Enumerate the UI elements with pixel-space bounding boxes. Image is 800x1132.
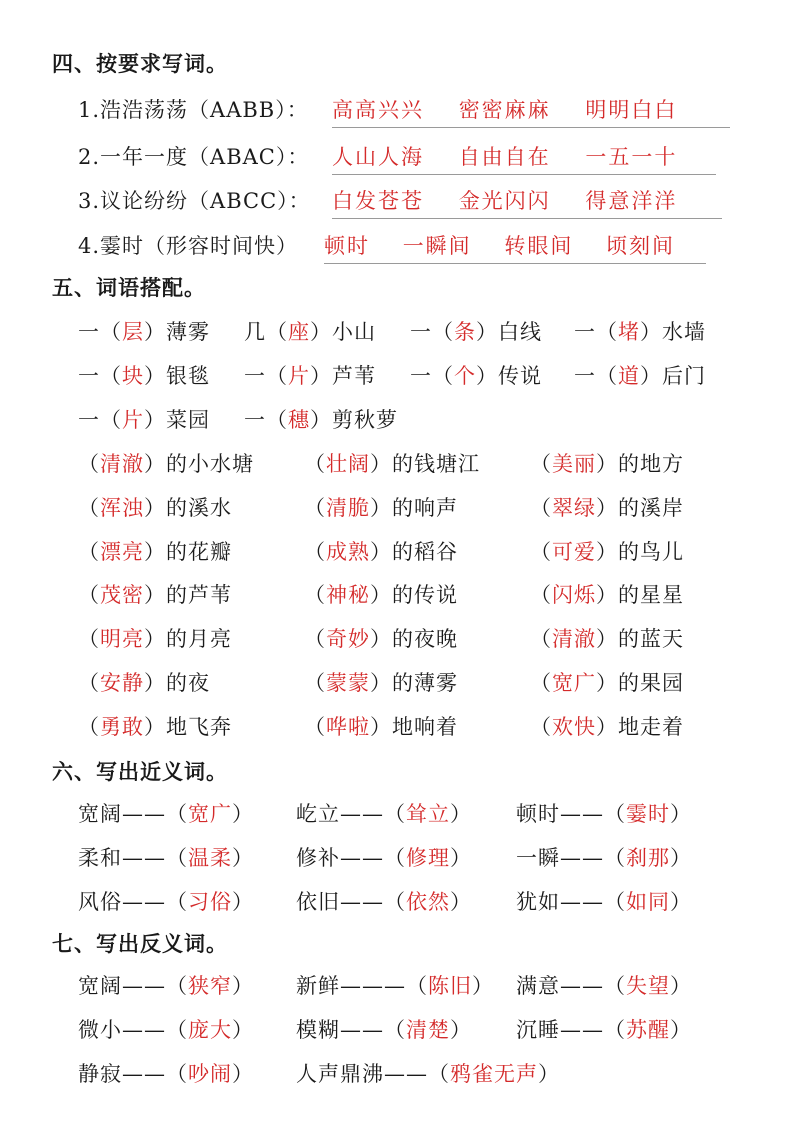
phrase-answer: 奇妙 bbox=[326, 627, 370, 652]
antonym-answer: 苏醒 bbox=[626, 1018, 670, 1042]
antonym-item bbox=[516, 970, 692, 1000]
synonym-item bbox=[296, 842, 472, 872]
open-paren: （ bbox=[530, 583, 552, 608]
section-5-title: 五、词语搭配。 bbox=[52, 275, 206, 300]
measure-item bbox=[244, 316, 376, 346]
phrase-suffix: ）地走着 bbox=[596, 714, 684, 739]
open-paren: （ bbox=[304, 452, 326, 476]
phrase-suffix: ）的小水塘 bbox=[144, 452, 254, 476]
antonym-item bbox=[296, 970, 494, 1000]
s4-item-1-answers bbox=[332, 94, 730, 128]
measure-answer: 片 bbox=[288, 364, 310, 388]
open-paren: （ bbox=[78, 495, 100, 520]
close-paren: ） bbox=[670, 1018, 692, 1042]
section-4-title: 四、按要求写词。 bbox=[52, 51, 228, 76]
phrase-item bbox=[304, 623, 458, 653]
section-7-title: 七、写出反义词。 bbox=[52, 931, 228, 956]
measure-prefix: 一（ bbox=[410, 320, 454, 344]
measure-prefix: 一（ bbox=[78, 408, 122, 432]
synonym-item bbox=[516, 842, 692, 872]
measure-suffix: ）后门 bbox=[640, 364, 706, 388]
measure-answer: 道 bbox=[618, 364, 640, 388]
phrase-suffix: ）的响声 bbox=[370, 495, 458, 520]
open-paren: （ bbox=[530, 714, 552, 739]
open-paren: （ bbox=[304, 627, 326, 652]
antonym-word: 静寂——（ bbox=[78, 1062, 188, 1086]
phrase-answer: 蒙蒙 bbox=[326, 671, 370, 695]
antonym-answer: 清楚 bbox=[406, 1018, 450, 1042]
phrase-answer: 美丽 bbox=[552, 452, 596, 476]
close-paren: ） bbox=[450, 890, 472, 914]
phrase-item bbox=[78, 623, 232, 653]
synonym-answer: 依然 bbox=[406, 890, 450, 914]
open-paren: （ bbox=[78, 539, 100, 564]
synonym-answer: 耸立 bbox=[406, 802, 450, 826]
synonym-word: 修补——（ bbox=[296, 846, 406, 870]
phrase-item bbox=[304, 536, 458, 566]
open-paren: （ bbox=[78, 714, 100, 739]
synonym-word: 屹立——（ bbox=[296, 802, 406, 826]
phrase-item bbox=[78, 536, 232, 566]
phrase-answer: 清脆 bbox=[326, 495, 370, 520]
phrase-item bbox=[530, 579, 684, 609]
s4-item-1-answer: 明明白白 bbox=[585, 98, 678, 122]
measure-item bbox=[78, 316, 210, 346]
synonym-item bbox=[78, 842, 254, 872]
synonym-item bbox=[296, 798, 472, 828]
phrase-suffix: ）的蓝天 bbox=[596, 627, 684, 652]
phrase-suffix: ）的薄雾 bbox=[370, 671, 458, 695]
open-paren: （ bbox=[78, 583, 100, 608]
antonym-item bbox=[516, 1014, 692, 1044]
s4-item-4-answers bbox=[324, 230, 706, 264]
phrase-item bbox=[304, 579, 458, 609]
synonym-word: 依旧——（ bbox=[296, 890, 406, 914]
measure-prefix: 一（ bbox=[78, 364, 122, 388]
open-paren: （ bbox=[530, 495, 552, 520]
phrase-answer: 闪烁 bbox=[552, 583, 596, 608]
open-paren: （ bbox=[304, 539, 326, 564]
phrase-suffix: ）的溪岸 bbox=[596, 495, 684, 520]
measure-item bbox=[244, 404, 398, 434]
antonym-item bbox=[78, 1058, 254, 1088]
phrase-answer: 茂密 bbox=[100, 583, 144, 608]
phrase-suffix: ）地响着 bbox=[370, 714, 458, 739]
measure-suffix: ）剪秋萝 bbox=[310, 408, 398, 432]
phrase-item bbox=[78, 492, 232, 522]
antonym-answer: 失望 bbox=[626, 974, 670, 998]
antonym-word: 沉睡——（ bbox=[516, 1018, 626, 1042]
close-paren: ） bbox=[670, 846, 692, 870]
synonym-word: 风俗——（ bbox=[78, 890, 188, 914]
antonym-word: 新鲜———（ bbox=[296, 974, 428, 998]
phrase-answer: 漂亮 bbox=[100, 539, 144, 564]
antonym-answer: 陈旧 bbox=[428, 974, 472, 998]
antonym-word: 满意——（ bbox=[516, 974, 626, 998]
measure-suffix: ）银毯 bbox=[144, 364, 210, 388]
phrase-suffix: ）的地方 bbox=[596, 452, 684, 476]
s4-item-1-prompt: 1.浩浩荡荡（AABB）： bbox=[78, 98, 309, 122]
s4-item-2-answer: 人山人海 bbox=[332, 145, 424, 169]
synonym-item bbox=[516, 798, 692, 828]
antonym-item bbox=[78, 1014, 254, 1044]
antonym-item bbox=[78, 970, 254, 1000]
close-paren: ） bbox=[450, 1018, 472, 1042]
measure-prefix: 一（ bbox=[244, 364, 288, 388]
phrase-item bbox=[304, 667, 458, 697]
phrase-answer: 成熟 bbox=[326, 539, 370, 564]
phrase-answer: 哗啦 bbox=[326, 714, 370, 739]
synonym-answer: 宽广 bbox=[188, 802, 232, 826]
measure-prefix: 一（ bbox=[574, 364, 618, 388]
s4-item-4-prompt: 4.霎时（形容时间快） bbox=[78, 234, 299, 258]
phrase-item bbox=[530, 448, 684, 478]
phrase-item bbox=[304, 448, 480, 478]
measure-suffix: ）传说 bbox=[476, 364, 542, 388]
phrase-answer: 欢快 bbox=[552, 714, 596, 739]
measure-prefix: 一（ bbox=[410, 364, 454, 388]
phrase-item bbox=[304, 711, 458, 741]
s4-item-4-answer: 顷刻间 bbox=[606, 234, 676, 258]
close-paren: ） bbox=[670, 802, 692, 826]
open-paren: （ bbox=[304, 495, 326, 520]
synonym-word: 柔和——（ bbox=[78, 846, 188, 870]
synonym-answer: 霎时 bbox=[626, 802, 670, 826]
phrase-suffix: ）的夜晚 bbox=[370, 627, 458, 652]
s4-item-1-answer: 高高兴兴 bbox=[332, 98, 424, 122]
measure-answer: 层 bbox=[122, 320, 144, 344]
phrase-answer: 翠绿 bbox=[552, 495, 596, 520]
measure-item bbox=[574, 316, 706, 346]
phrase-answer: 安静 bbox=[100, 671, 144, 695]
section-6-title: 六、写出近义词。 bbox=[52, 759, 228, 784]
antonym-item bbox=[296, 1014, 472, 1044]
measure-answer: 条 bbox=[454, 320, 476, 344]
phrase-suffix: ）地飞奔 bbox=[144, 714, 232, 739]
measure-answer: 座 bbox=[288, 320, 310, 344]
close-paren: ） bbox=[450, 846, 472, 870]
s4-item-2-answer: 自由自在 bbox=[458, 145, 551, 169]
synonym-word: 一瞬——（ bbox=[516, 846, 626, 870]
phrase-item bbox=[78, 711, 232, 741]
open-paren: （ bbox=[78, 627, 100, 652]
measure-suffix: ）薄雾 bbox=[144, 320, 210, 344]
synonym-answer: 刹那 bbox=[626, 846, 670, 870]
s4-item-1-answer: 密密麻麻 bbox=[458, 98, 551, 122]
open-paren: （ bbox=[530, 671, 552, 695]
measure-answer: 片 bbox=[122, 408, 144, 432]
phrase-suffix: ）的夜 bbox=[144, 671, 210, 695]
antonym-word: 人声鼎沸——（ bbox=[296, 1062, 450, 1086]
phrase-item bbox=[530, 536, 684, 566]
phrase-answer: 宽广 bbox=[552, 671, 596, 695]
s4-item-3-answers bbox=[332, 185, 722, 219]
open-paren: （ bbox=[78, 452, 100, 476]
close-paren: ） bbox=[472, 974, 494, 998]
measure-item bbox=[410, 360, 542, 390]
antonym-item bbox=[296, 1058, 560, 1088]
antonym-word: 微小——（ bbox=[78, 1018, 188, 1042]
open-paren: （ bbox=[78, 671, 100, 695]
synonym-item bbox=[78, 798, 254, 828]
phrase-item bbox=[530, 711, 684, 741]
s4-item-4-answer: 转眼间 bbox=[504, 234, 574, 258]
phrase-answer: 可爱 bbox=[552, 539, 596, 564]
phrase-item bbox=[530, 492, 684, 522]
phrase-suffix: ）的芦苇 bbox=[144, 583, 232, 608]
measure-prefix: 一（ bbox=[574, 320, 618, 344]
synonym-answer: 修理 bbox=[406, 846, 450, 870]
synonym-item bbox=[516, 886, 692, 916]
synonym-word: 顿时——（ bbox=[516, 802, 626, 826]
measure-suffix: ）小山 bbox=[310, 320, 376, 344]
close-paren: ） bbox=[232, 1062, 254, 1086]
antonym-word: 模糊——（ bbox=[296, 1018, 406, 1042]
phrase-answer: 清澈 bbox=[552, 627, 596, 652]
s4-item-3-answer: 白发苍苍 bbox=[332, 189, 424, 213]
open-paren: （ bbox=[304, 671, 326, 695]
measure-prefix: 一（ bbox=[244, 408, 288, 432]
antonym-answer: 狭窄 bbox=[188, 974, 232, 998]
measure-answer: 穗 bbox=[288, 408, 310, 432]
synonym-word: 宽阔——（ bbox=[78, 802, 188, 826]
s4-item-4-answer: 一瞬间 bbox=[402, 234, 472, 258]
phrase-suffix: ）的钱塘江 bbox=[370, 452, 480, 476]
synonym-item bbox=[78, 886, 254, 916]
phrase-item bbox=[78, 667, 210, 697]
phrase-item bbox=[530, 667, 684, 697]
synonym-answer: 习俗 bbox=[188, 890, 232, 914]
open-paren: （ bbox=[530, 539, 552, 564]
s4-item-4-answer: 顿时 bbox=[324, 234, 370, 258]
measure-item bbox=[78, 360, 210, 390]
close-paren: ） bbox=[538, 1062, 560, 1086]
close-paren: ） bbox=[670, 974, 692, 998]
phrase-suffix: ）的果园 bbox=[596, 671, 684, 695]
phrase-suffix: ）的鸟儿 bbox=[596, 539, 684, 564]
phrase-item bbox=[530, 623, 684, 653]
synonym-item bbox=[296, 886, 472, 916]
phrase-answer: 神秘 bbox=[326, 583, 370, 608]
measure-answer: 个 bbox=[454, 364, 476, 388]
phrase-item bbox=[78, 579, 232, 609]
phrase-answer: 浑浊 bbox=[100, 495, 144, 520]
antonym-answer: 鸦雀无声 bbox=[450, 1062, 538, 1086]
phrase-suffix: ）的花瓣 bbox=[144, 539, 232, 564]
measure-suffix: ）白线 bbox=[476, 320, 542, 344]
close-paren: ） bbox=[232, 974, 254, 998]
s4-item-3-answer: 金光闪闪 bbox=[458, 189, 551, 213]
close-paren: ） bbox=[232, 1018, 254, 1042]
phrase-suffix: ）的稻谷 bbox=[370, 539, 458, 564]
open-paren: （ bbox=[304, 583, 326, 608]
s4-item-2-answer: 一五一十 bbox=[585, 145, 678, 169]
measure-item bbox=[574, 360, 706, 390]
close-paren: ） bbox=[232, 890, 254, 914]
antonym-word: 宽阔——（ bbox=[78, 974, 188, 998]
phrase-suffix: ）的月亮 bbox=[144, 627, 232, 652]
measure-item bbox=[244, 360, 376, 390]
close-paren: ） bbox=[232, 846, 254, 870]
measure-answer: 堵 bbox=[618, 320, 640, 344]
phrase-suffix: ）的星星 bbox=[596, 583, 684, 608]
measure-item bbox=[78, 404, 210, 434]
phrase-answer: 壮阔 bbox=[326, 452, 370, 476]
s4-item-2-prompt: 2.一年一度（ABAC）： bbox=[78, 145, 310, 169]
s4-item-3-prompt: 3.议论纷纷（ABCC）： bbox=[78, 189, 311, 213]
synonym-answer: 温柔 bbox=[188, 846, 232, 870]
close-paren: ） bbox=[670, 890, 692, 914]
phrase-suffix: ）的传说 bbox=[370, 583, 458, 608]
phrase-answer: 清澈 bbox=[100, 452, 144, 476]
phrase-suffix: ）的溪水 bbox=[144, 495, 232, 520]
phrase-answer: 勇敢 bbox=[100, 714, 144, 739]
measure-suffix: ）菜园 bbox=[144, 408, 210, 432]
synonym-word: 犹如——（ bbox=[516, 890, 626, 914]
open-paren: （ bbox=[530, 452, 552, 476]
antonym-answer: 庞大 bbox=[188, 1018, 232, 1042]
synonym-answer: 如同 bbox=[626, 890, 670, 914]
phrase-item bbox=[304, 492, 458, 522]
open-paren: （ bbox=[304, 714, 326, 739]
measure-suffix: ）水墙 bbox=[640, 320, 706, 344]
measure-prefix: 一（ bbox=[78, 320, 122, 344]
close-paren: ） bbox=[450, 802, 472, 826]
antonym-answer: 吵闹 bbox=[188, 1062, 232, 1086]
measure-prefix: 几（ bbox=[244, 320, 288, 344]
open-paren: （ bbox=[530, 627, 552, 652]
close-paren: ） bbox=[232, 802, 254, 826]
s4-item-3-answer: 得意洋洋 bbox=[585, 189, 678, 213]
phrase-item bbox=[78, 448, 254, 478]
measure-suffix: ）芦苇 bbox=[310, 364, 376, 388]
s4-item-2-answers bbox=[332, 141, 716, 175]
measure-item bbox=[410, 316, 542, 346]
measure-answer: 块 bbox=[122, 364, 144, 388]
phrase-answer: 明亮 bbox=[100, 627, 144, 652]
